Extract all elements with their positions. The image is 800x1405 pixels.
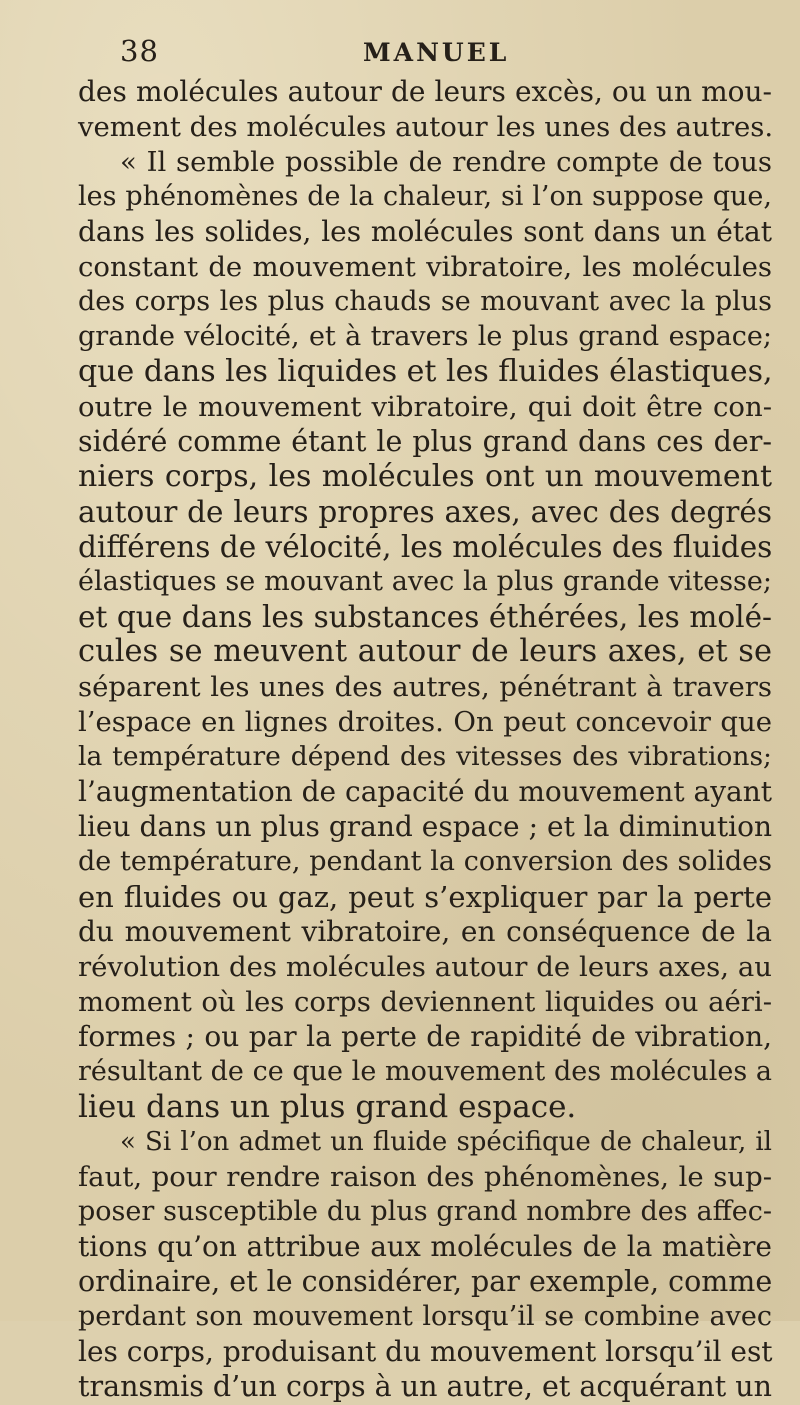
text-line: séparent les unes des autres, pénétrant à travers bbox=[78, 671, 772, 703]
text-line: niers corps, les molécules ont un mouvement bbox=[78, 459, 772, 494]
text-line: cules se meuvent autour de leurs axes, et se bbox=[78, 634, 772, 669]
page-number: 38 bbox=[120, 34, 159, 68]
text-line: les phénomènes de la chaleur, si l’on suppose que, bbox=[78, 181, 772, 212]
text-line: sidéré comme étant le plus grand dans ces der- bbox=[78, 425, 772, 458]
text-line: dans les solides, les molécules sont dans un état bbox=[78, 215, 772, 248]
text-line: ordinaire, et le considérer, par exemple, comme bbox=[78, 1265, 773, 1298]
text-line: autour de leurs propres axes, avec des degrés bbox=[78, 495, 772, 529]
text-line: résultant de ce que le mouvement des molécules a bbox=[78, 1056, 772, 1087]
text-line: la température dépend des vitesses des vibrations; bbox=[78, 741, 772, 772]
text-line: en fluides ou gaz, peut s’expliquer par la perte bbox=[78, 880, 772, 914]
text-line: poser susceptible du plus grand nombre des affec- bbox=[78, 1196, 772, 1227]
text-line: lieu dans un plus grand espace. bbox=[78, 1089, 577, 1125]
text-line: différens de vélocité, les molécules des fluides bbox=[78, 530, 773, 564]
text-line: du mouvement vibratoire, en conséquence de la bbox=[78, 915, 772, 948]
text-line: moment où les corps deviennent liquides ou aéri- bbox=[78, 986, 772, 1018]
text-line: des corps les plus chauds se mouvant avec la plus bbox=[78, 286, 772, 317]
text-line: que dans les liquides et les fluides élastiques, bbox=[78, 354, 773, 389]
text-line: faut, pour rendre raison des phénomènes, le sup- bbox=[78, 1161, 772, 1193]
text-line: révolution des molécules autour de leurs axes, au bbox=[78, 951, 772, 983]
text-line: outre le mouvement vibratoire, qui doit être con- bbox=[78, 391, 772, 423]
text-line: des molécules autour de leurs excès, ou un mou- bbox=[78, 75, 772, 108]
text-line: l’espace en lignes droites. On peut concevoir que bbox=[78, 706, 772, 738]
text-line: lieu dans un plus grand espace ; et la diminution bbox=[78, 810, 772, 843]
text-line: de température, pendant la conversion des solides bbox=[78, 846, 772, 877]
text-line: transmis d’un corps à un autre, et acquérant un bbox=[78, 1370, 772, 1403]
text-line: et que dans les substances éthérées, les molé- bbox=[78, 600, 772, 634]
text-line: constant de mouvement vibratoire, les molécules bbox=[78, 251, 772, 283]
text-line: l’augmentation de capacité du mouvement ayant bbox=[78, 775, 772, 808]
text-line: les corps, produisant du mouvement lorsqu’il est bbox=[78, 1335, 773, 1368]
text-line: perdant son mouvement lorsqu’il se combine avec bbox=[78, 1301, 772, 1332]
text-line: tions qu’on attribue aux molécules de la matière bbox=[78, 1230, 772, 1263]
text-line: « Si l’on admet un fluide spécifique de chaleur, il bbox=[120, 1127, 772, 1157]
text-line: grande vélocité, et à travers le plus grand espace; bbox=[78, 321, 772, 352]
text-line: formes ; ou par la perte de rapidité de vibration, bbox=[78, 1020, 772, 1053]
text-line: vement des molécules autour les unes des autres. bbox=[78, 111, 774, 143]
page-header bbox=[0, 34, 800, 68]
running-title: MANUEL bbox=[363, 38, 510, 67]
text-line: « Il semble possible de rendre compte de tous bbox=[120, 146, 772, 178]
text-line: élastiques se mouvant avec la plus grande vitesse; bbox=[78, 566, 772, 597]
